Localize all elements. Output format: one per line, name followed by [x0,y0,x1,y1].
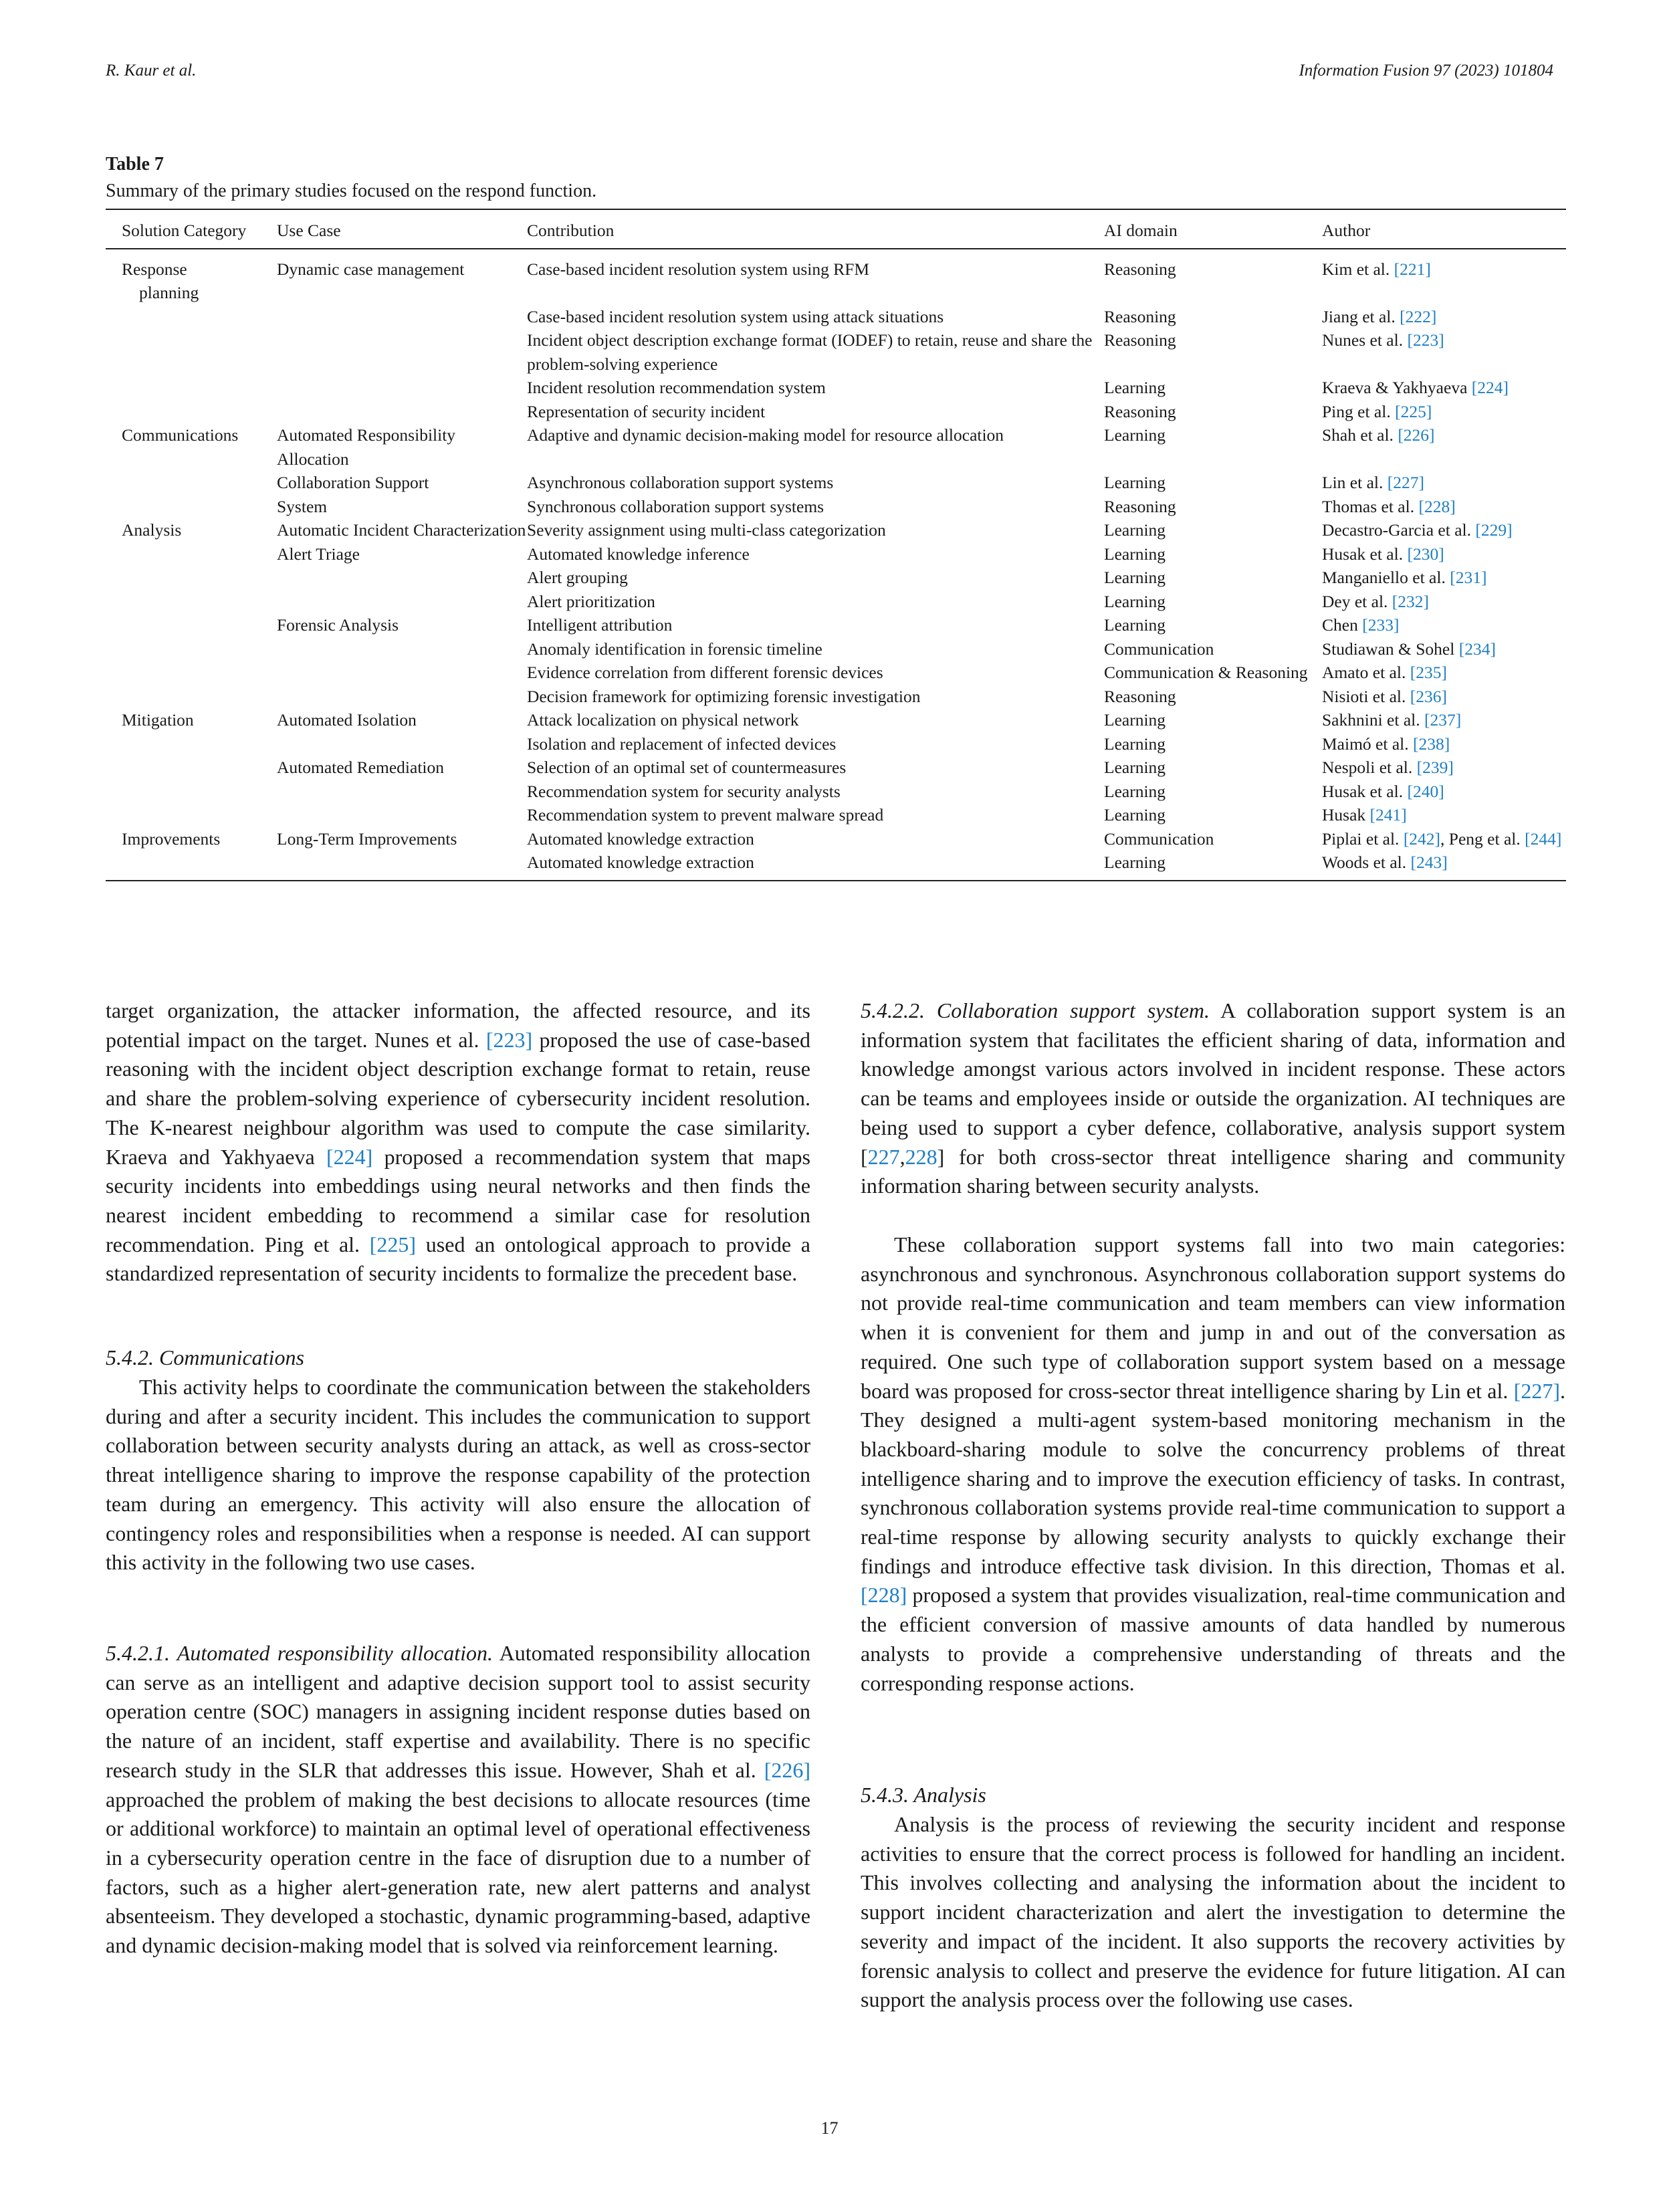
cell-author [1322,708,1566,732]
cell-author [1322,423,1566,471]
citation-link[interactable]: [226] [764,1757,810,1782]
cell-author [1322,471,1566,495]
author-name: , Peng et al. [1440,828,1521,849]
cell-solution-category: Improvements [122,828,221,849]
author-name: Lin et al. [1322,473,1384,492]
cell-contribution: Evidence correlation from different forensic devices [527,663,883,682]
cell-author [1322,400,1566,424]
cell-use-case: Automatic Incident Characterization [277,520,526,540]
cell-use-case: System [277,496,328,516]
cell-ai-domain: Reasoning [1104,686,1176,706]
citation-link[interactable]: [225] [369,1232,417,1256]
cell-author [1322,328,1566,376]
cell-contribution: Adaptive and dynamic decision-making model for resource allocation [527,425,1004,445]
cell-use-case [277,661,527,685]
running-header-authors: R. Kaur et al. [106,62,197,80]
cell-use-case: Automated Remediation [277,758,444,777]
table-row [106,732,1566,756]
subsection-heading: 5.4.2.1. Automated responsibility allocation. [106,1641,493,1665]
cell-use-case: Automated Responsibility Allocation [277,425,456,469]
cell-contribution: Recommendation system for security analysts [527,781,841,801]
citation-link[interactable]: [224] [326,1144,373,1169]
section-heading-communications: 5.4.2. Communications [106,1345,304,1369]
cell-ai-domain: Learning [1104,805,1166,824]
cell-contribution: Anomaly identification in forensic timeline [527,639,822,659]
table-row [106,376,1566,400]
cell-ai-domain: Learning [1104,591,1166,611]
cell-contribution: Attack localization on physical network [527,710,799,730]
table-row [106,249,1566,305]
citation-link[interactable]: [228] [861,1583,907,1608]
cell-ai-domain: Learning [1104,425,1166,445]
cell-use-case [277,400,527,424]
cell-author [1322,827,1566,851]
cell-contribution: Decision framework for optimizing forensic investigation [527,686,921,706]
author-name: Piplai et al. [1322,828,1400,849]
cell-solution-category [106,305,277,329]
cell-ai-domain: Learning [1104,568,1166,587]
cell-contribution: Incident object description exchange format (IODEF) to retain, reuse and share the problem-solving experience [527,330,1093,374]
cell-solution-category [106,685,277,709]
cell-ai-domain: Learning [1104,473,1166,492]
cell-author [1322,756,1566,780]
cell-solution-category [106,495,277,519]
citation-link[interactable]: [223] [1407,330,1444,350]
cell-author [1322,518,1566,542]
cell-use-case [277,780,527,804]
left-paragraph-2 [106,1373,810,1577]
cell-solution-category [106,661,277,685]
citation-link[interactable]: [231] [1450,568,1487,587]
cell-use-case: Forensic Analysis [277,615,399,635]
text-run: proposed the use of case-based reasoning with the incident object description exchange format to retain, reuse and share the problem-solving experience of cybersecurity incident resolution. The K-nearest neighbour algorithm was used to compute the case similarity. Kraeva and Yakhyaeva [106,1027,811,1169]
table-row [106,827,1566,851]
cell-solution-category [106,590,277,614]
cell-author [1322,780,1566,804]
cell-author [1322,542,1566,566]
left-paragraph-3 [106,1639,810,1961]
table-row [106,708,1566,732]
citation-link[interactable]: [232] [1392,591,1430,611]
cell-use-case [277,685,527,709]
citation-link[interactable]: [222] [1400,306,1437,326]
cell-contribution: Incident resolution recommendation system [527,378,826,397]
text-run: target organization, the attacker information, the affected resource, and its potential impact on the target. Nunes et al. [106,998,810,1052]
cell-ai-domain: Learning [1104,378,1166,397]
author-name: Husak [1322,805,1366,824]
cell-use-case: Long-Term Improvements [277,828,457,849]
cell-ai-domain: Learning [1104,710,1166,730]
author-name: Maimó et al. [1322,734,1409,754]
text-run: Analysis is the process of reviewing the security incident and response activities to ensure that the correct process is followed for handling an incident. This involves collecting and analysing the information about the incident to support incident characterization and alert the investigation to determine the severity and impact of the incident. It also supports the recovery activities by forensic analysis to collect and preserve the evidence for future litigation. AI can support the analysis process over the following use cases. [861,1812,1565,2012]
cell-solution-category [106,637,277,661]
citation-link[interactable]: [241] [1369,805,1407,824]
citation-link[interactable]: [238] [1412,734,1450,754]
cell-ai-domain: Learning [1104,544,1166,564]
author-name: Shah et al. [1322,425,1394,445]
table-row [106,566,1566,590]
cell-solution-category [106,328,277,376]
cell-author [1322,637,1566,661]
cell-author [1322,495,1566,519]
author-name: Husak et al. [1322,781,1404,801]
author-name: Nisioti et al. [1322,686,1406,706]
col-header-ai-domain: AI domain [1104,209,1322,249]
cell-contribution: Case-based incident resolution system using RFM [527,259,870,279]
cell-contribution: Alert grouping [527,568,628,587]
author-name: Amato et al. [1322,663,1406,682]
cell-author [1322,803,1566,827]
table-row [106,756,1566,780]
cell-author [1322,376,1566,400]
cell-author [1322,732,1566,756]
cell-contribution: Severity assignment using multi-class categorization [527,520,886,540]
table-row [106,661,1566,685]
cell-solution-category [106,780,277,804]
citation-link[interactable]: [236] [1410,686,1447,706]
table-row [106,518,1566,542]
citation-link[interactable]: [237] [1424,710,1462,730]
table-row [106,495,1566,519]
table-row [106,471,1566,495]
col-header-author: Author [1322,209,1566,249]
text-run: , [899,1144,905,1169]
cell-ai-domain: Reasoning [1104,401,1176,421]
cell-author [1322,685,1566,709]
citation-link[interactable]: [239] [1416,758,1454,777]
citation-link[interactable]: [243] [1410,853,1448,872]
table-row [106,305,1566,329]
text-run: approached the problem of making the best decisions to allocate resources (time or additional workforce) to maintain an optimal level of operational effectiveness in a cybersecurity operation centre in the face of disruption due to a number of factors, such as a higher alert-generation rate, new alert patterns and analyst absenteeism. They developed a stochastic, dynamic programming-based, adaptive and dynamic decision-making model that is solved via reinforcement learning. [106,1787,810,1958]
table-row [106,803,1566,827]
author-name: Thomas et al. [1322,496,1415,516]
cell-use-case: Collaboration Support [277,473,429,492]
author-name: Nespoli et al. [1322,758,1413,777]
author-name: Sakhnini et al. [1322,710,1420,730]
cell-ai-domain: Learning [1104,781,1166,801]
category-line: Response [122,259,187,279]
section-heading-analysis: 5.4.3. Analysis [861,1783,986,1807]
cell-author [1322,613,1566,637]
cell-ai-domain: Learning [1104,851,1322,881]
cell-contribution: Alert prioritization [527,591,655,611]
citation-link[interactable]: [234] [1458,639,1496,659]
table-header-row [106,209,1566,249]
cell-use-case [277,376,527,400]
author-name: Jiang et al. [1322,306,1396,326]
cell-use-case [277,803,527,827]
cell-use-case [277,637,527,661]
text-run: used an ontological approach to provide a standardized representation of security incidents to formalize the precedent base. [106,1232,811,1286]
citation-link[interactable]: [227] [1387,473,1424,492]
cell-use-case: Automated Isolation [277,710,417,730]
table-body [106,249,1566,881]
author-name: Kraeva & Yakhyaeva [1322,378,1468,397]
text-run: These collaboration support systems fall into two main categories: asynchronous and synchronous. Asynchronous collaboration support systems do not provide real-time communication and team members can view information when it is convenient for them and jump in and out of the conversation as required. One such type of collaboration support system based on a message board was proposed for cross-sector threat intelligence sharing by Lin et al. [861,1232,1565,1403]
table-row [106,542,1566,566]
cell-contribution: Isolation and replacement of infected devices [527,734,837,754]
text-run: Automated responsibility allocation can serve as an intelligent and adaptive decision support tool to assist security operation centre (SOC) managers in assigning incident response duties based on the nature of an incident, staff expertise and availability. There is no specific research study in the SLR that addresses this issue. However, Shah et al. [106,1641,811,1782]
author-name: Chen [1322,615,1358,635]
text-run: A collaboration support system is an information system that facilitates the efficient sharing of data, information and knowledge amongst various actors involved in incident response. These actors can be teams and employees inside or outside the organization. AI techniques are being used to support a cyber defence, collaborative, analysis support system [ [861,998,1565,1169]
cell-contribution: Selection of an optimal set of countermeasures [527,758,847,777]
citation-link[interactable]: [226] [1398,425,1435,445]
citation-link[interactable]: [221] [1394,259,1431,279]
table-row [106,685,1566,709]
cell-contribution: Automated knowledge extraction [527,851,1104,881]
cell-ai-domain: Learning [1104,615,1166,635]
table-title: Table 7 [106,154,164,175]
cell-solution-category [106,732,277,756]
cell-solution-category [106,542,277,566]
cell-author [1322,566,1566,590]
cell-solution-category: Communications [122,425,239,445]
cell-solution-category [106,756,277,780]
cell-contribution: Asynchronous collaboration support systems [527,473,834,492]
table-row [106,613,1566,637]
table-row [106,590,1566,614]
cell-ai-domain: Learning [1104,520,1166,540]
cell-solution-category [106,613,277,637]
cell-author [1322,590,1566,614]
cell-ai-domain: Reasoning [1104,496,1176,516]
citation-link[interactable]: [242] [1403,828,1441,849]
citation-link[interactable]: [230] [1407,544,1444,564]
cell-contribution: Automated knowledge inference [527,544,750,564]
table-row [106,423,1566,471]
citation-link[interactable]: [244] [1525,828,1562,849]
cell-use-case [277,590,527,614]
cell-ai-domain: Learning [1104,758,1166,777]
cell-author [1322,851,1566,881]
citation-link[interactable]: [223] [485,1027,533,1052]
cell-solution-category [106,249,277,305]
cell-ai-domain: Communication [1104,828,1214,849]
author-name: Kim et al. [1322,259,1390,279]
author-name: Ping et al. [1322,401,1391,421]
cell-use-case [277,732,527,756]
cell-use-case: Dynamic case management [277,259,465,279]
cell-use-case [277,328,527,376]
citation-link[interactable]: 228 [905,1144,937,1169]
text-run: This activity helps to coordinate the communication between the stakeholders during and after a security incident. This includes the communication to support collaboration between security analysts during an attack, as well as cross-sector threat intelligence sharing to improve the response capability of the protection team during an emergency. This activity will also ensure the allocation of contingency roles and responsibilities when a response is needed. AI can support this activity in the following two use cases. [106,1375,810,1575]
right-paragraph-2 [861,1230,1565,1698]
left-paragraph-1 [106,996,810,1289]
author-name: Studiawan & Sohel [1322,639,1455,659]
citation-link[interactable]: [233] [1362,615,1400,635]
col-header-use-case: Use Case [277,209,527,249]
author-name: Nunes et al. [1322,330,1404,350]
col-header-solution-category: Solution Category [106,209,277,249]
right-paragraph-3 [861,1810,1565,2015]
table-row [106,637,1566,661]
cell-ai-domain: Communication [1104,639,1214,659]
author-name: Husak et al. [1322,544,1404,564]
text-run: . They designed a multi-agent system-based monitoring mechanism in the blackboard-sharing module to solve the concurrency problems of threat intelligence sharing and to improve the execution efficiency of tasks. In contrast, synchronous collaboration systems provide real-time communication to support a real-time response by allowing security analysts to quickly exchange their findings and introduce effective task division. In this direction, Thomas et al. [861,1378,1565,1578]
table-row [106,780,1566,804]
table-caption: Summary of the primary studies focused on the respond function. [106,181,597,201]
cell-author [1322,305,1566,329]
citation-link[interactable]: 227 [867,1144,900,1169]
cell-ai-domain: Reasoning [1104,306,1176,326]
text-run: proposed a recommendation system that maps security incidents into embeddings using neural networks and then finds the nearest incident embedding to recommend a similar case for resolution recommendation. Ping et al. [106,1144,811,1256]
cell-solution-category [106,566,277,590]
cell-use-case [277,566,527,590]
cell-contribution: Representation of security incident [527,401,766,421]
cell-contribution: Automated knowledge extraction [527,828,754,849]
citation-link[interactable]: [240] [1407,781,1444,801]
cell-ai-domain: Communication & Reasoning [1104,663,1308,682]
text-run: proposed a system that provides visualization, real-time communication and the efficient conversion of massive amounts of data handled by numerous analysts to provide a comprehensive understanding of threats and the corresponding response actions. [861,1583,1565,1695]
table-row [106,400,1566,424]
running-header-journal: Information Fusion 97 (2023) 101804 [1299,62,1553,80]
cell-contribution: Case-based incident resolution system using attack situations [527,306,944,326]
cell-solution-category: Analysis [122,520,182,540]
col-header-contribution: Contribution [527,209,1104,249]
text-run: ] for both cross-sector threat intelligence sharing and community information sharing between security analysts. [861,1144,1565,1198]
cell-author [1322,249,1566,305]
subsection-heading: 5.4.2.2. Collaboration support system. [861,998,1210,1022]
cell-solution-category [106,376,277,400]
right-paragraph-1 [861,996,1565,1201]
cell-contribution: Synchronous collaboration support systems [527,496,824,516]
cell-author [1322,661,1566,685]
table-row [106,328,1566,376]
citation-link[interactable]: [227] [1513,1378,1560,1403]
cell-solution-category [106,803,277,827]
citation-link[interactable]: [225] [1395,401,1432,421]
category-line: planning [139,283,199,302]
author-name: Dey et al. [1322,591,1388,611]
cell-solution-category: Mitigation [122,710,194,730]
cell-solution-category [106,400,277,424]
citation-link[interactable]: [229] [1475,520,1513,540]
citation-link[interactable]: [228] [1418,496,1456,516]
table-row [106,851,1566,881]
citation-link[interactable]: [224] [1471,378,1509,397]
page-number: 17 [820,2118,839,2138]
cell-contribution: Recommendation system to prevent malware spread [527,805,884,824]
author-name: Manganiello et al. [1322,568,1446,587]
citation-link[interactable]: [235] [1410,663,1447,682]
cell-contribution: Intelligent attribution [527,615,673,635]
studies-table [106,209,1566,881]
cell-ai-domain: Reasoning [1104,259,1176,279]
cell-use-case: Alert Triage [277,544,360,564]
cell-solution-category [106,851,277,881]
author-name: Decastro-Garcia et al. [1322,520,1471,540]
cell-use-case [277,851,527,881]
cell-use-case [277,305,527,329]
author-name: Woods et al. [1322,853,1407,872]
cell-ai-domain: Reasoning [1104,330,1176,350]
cell-ai-domain: Learning [1104,734,1166,754]
cell-solution-category [106,471,277,495]
